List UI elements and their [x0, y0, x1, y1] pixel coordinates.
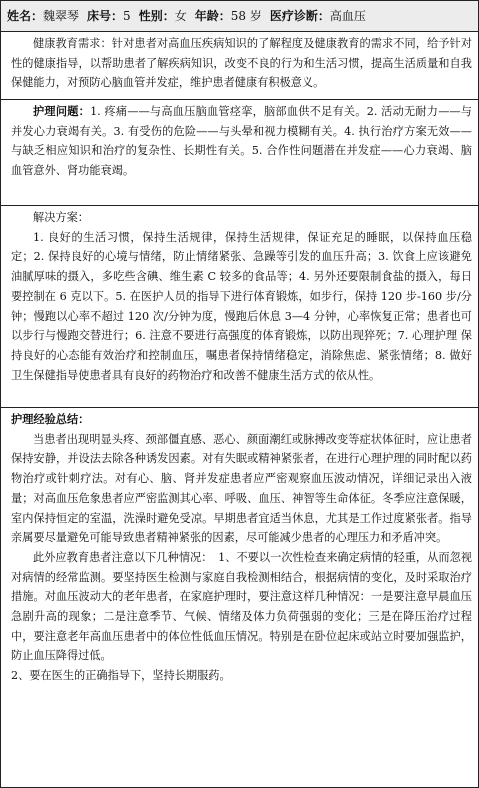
summary-paragraph-1: 当患者出现明显头疼、颈部僵直感、恶心、颜面潮红或脉搏改变等症状体征时，应让患者保持安静，并设法去除各种诱发因素。对有失眠或精神紧张者，在进行心理护理的同时配以药物治疗或针刺疗法。对有心、脑、肾并发症患者应严密观察血压波动情况，详细记录出入液量；对高血压危象患者应严密监测其心率、呼吸、血压、神智等生命体征。冬季应注意保暖，室内保持恒定的室温，洗澡时避免受凉。早期患者宜适当休息，尤其是工作过度紧张者。指导亲属要尽量避免可能导致患者精神紧张的因素，尽可能减少患者的心理压力和矛盾冲突。: [11, 432, 472, 545]
education-needs-section: [1, 32, 479, 100]
name-value: 魏翠琴: [43, 9, 80, 23]
gender-label: 性别：: [138, 9, 175, 23]
solutions-label: 解决方案：: [33, 211, 89, 224]
solutions-section: [1, 206, 479, 408]
nursing-problems-text: 1. 疼痛——与高血压脑血管痉挛，脑部血供不足有关。2. 活动无耐力——与并发心力衰竭有关。3. 有受伤的危险——与头晕和视力模糊有关。4. 执行治疗方案无效——与缺乏相应知识和治疗的复杂性、长期性有关。5. 合作性问题潜在并发症——心力衰竭、脑血管意外、肾功能衰竭。: [11, 105, 472, 178]
bed-value: 5: [123, 9, 131, 23]
education-needs-text: 健康教育需求：针对患者对高血压疾病知识的了解程度及健康教育的需求不同，给予针对性的健康指导，以帮助患者了解疾病知识，改变不良的行为和生活习惯，提高生活质量和自我保健能力，对预防心脑血管并发症，维护患者健康有积极意义。: [11, 37, 472, 90]
name-label: 姓名：: [7, 9, 44, 23]
diagnosis-label: 医疗诊断：: [269, 9, 330, 23]
summary-paragraph-3: 2、要在医生的正确指导下，坚持长期服药。: [11, 669, 231, 683]
nursing-problems-label: 护理问题：: [33, 104, 91, 118]
nursing-problems-section: [1, 100, 479, 206]
solutions-text: 1. 良好的生活习惯，保持生活规律，保持生活规律，保证充足的睡眠，以保持血压稳定；2. 保持良好的心境与情绪，防止情绪紧张、急躁等引发的血压升高；3. 饮食上应该避免油腻厚味的摄入，多吃些含碘、维生素 C 较多的食品等；4. 另外还要限制食盐的摄入，每日要控制在 6 克以下。5. 在医护人员的指导下进行体育锻炼，如步行，保持 120 步-160 步/分钟；慢跑以心率不超过 120 次/分钟为度，慢跑后休息 3—4 分钟，心率恢复正常；患者也可以步行与慢跑交替进行；6. 注意不要进行高强度的体育锻炼，以防出现猝死；7. 心理护理 保持良好的心态能有效治疗和控制血压，嘱患者保持情绪稳定，消除焦虑、紧张情绪；8. 做好卫生保健指导使患者具有良好的药物治疗和改善不健康生活方式的依从性。: [11, 230, 472, 382]
gender-value: 女: [174, 9, 187, 23]
summary-label: 护理经验总结：: [11, 412, 90, 426]
age-value: 58 岁: [230, 9, 262, 23]
diagnosis-value: 高血压: [329, 9, 366, 23]
patient-info-header: [1, 1, 479, 32]
age-label: 年龄：: [194, 9, 231, 23]
summary-section: [1, 408, 479, 788]
summary-paragraph-2: 此外应教育患者注意以下几种情况： 1、不要以一次性检查来确定病情的轻重，从而忽视对病情的经常监测。要坚持医生检测与家庭自我检测相结合，根据病情的变化，及时采取治疗措施。对血压波动大的老年患者，在家庭护理时，要注意这样几种情况：一是要注意早晨血压急剧升高的现象；二是注意季节、气候、情绪及体力负荷强弱的变化；三是在降压治疗过程中，要注意老年高血压患者中的体位性低血压情况。特别是在卧位起床或站立时要加强监护，防止血压降得过低。: [11, 550, 472, 663]
bed-label: 床号：: [87, 9, 124, 23]
